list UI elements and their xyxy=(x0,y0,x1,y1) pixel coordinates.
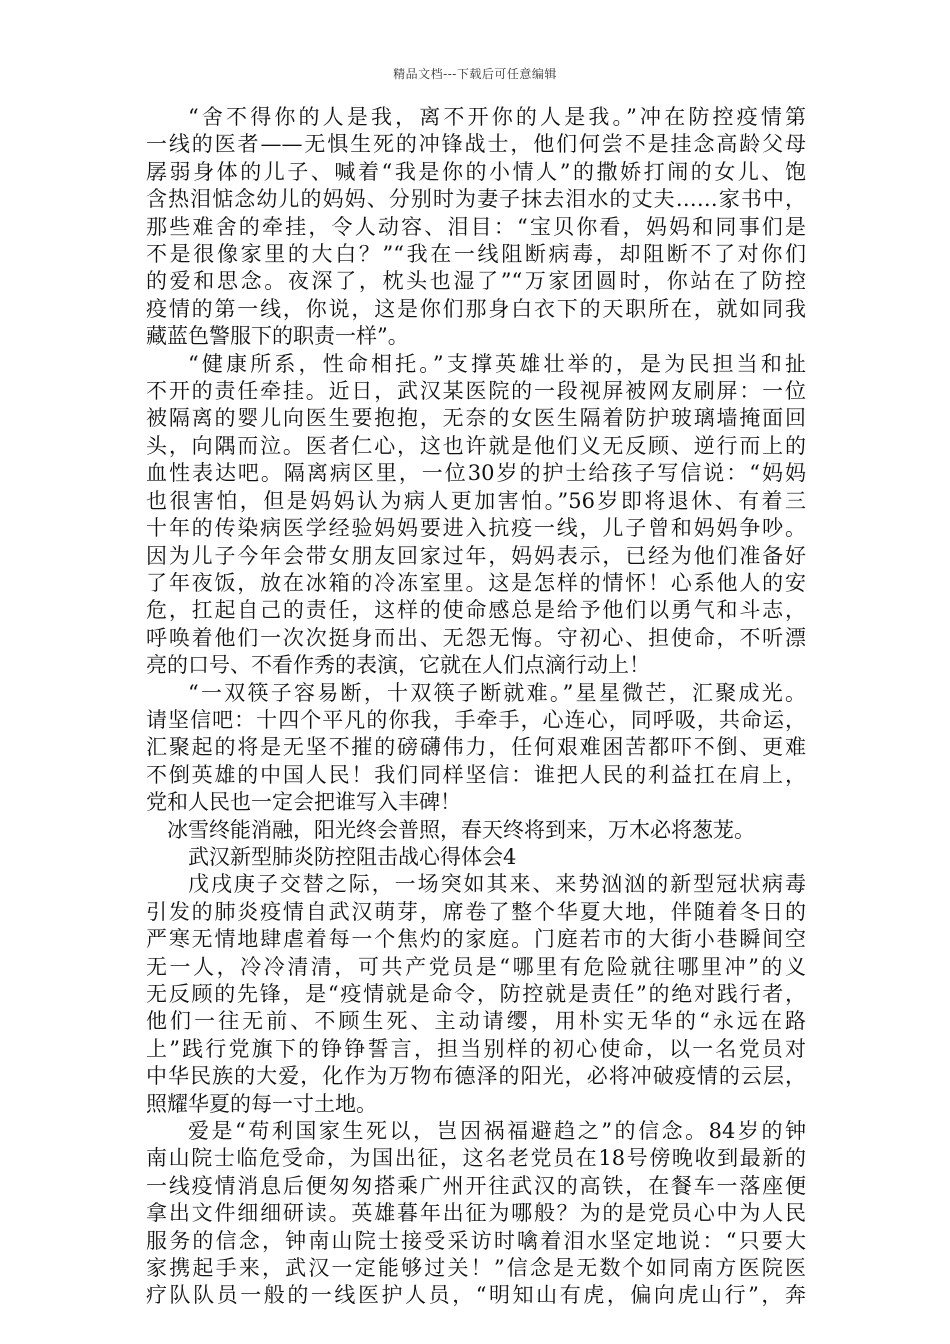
text-line: 被隔离的婴儿向医生要抱抱，无奈的女医生隔着防护玻璃墙掩面回 xyxy=(146,406,806,431)
text-line: 疗队队员一般的一线医护人员，“明知山有虎，偏向虎山行”，奔 xyxy=(146,1283,806,1308)
text-line: 的爱和思念。夜深了，枕头也湿了”“万家团圆时，你站在了防控 xyxy=(146,269,806,294)
text-line: 呼唤着他们一次次挺身而出、无怨无悔。守初心、担使命，不听漂 xyxy=(146,625,806,650)
text-line: 戊戌庚子交替之际，一场突如其来、来势汹汹的新型冠状病毒 xyxy=(188,872,806,897)
text-line: 不倒英雄的中国人民！我们同样坚信：谁把人民的利益扛在肩上， xyxy=(146,762,806,787)
text-line: “舍不得你的人是我，离不开你的人是我。”冲在防控疫情第 xyxy=(188,105,806,129)
text-line: 照耀华夏的每一寸土地。 xyxy=(146,1091,377,1116)
text-line: 那些难舍的牵挂，令人动容、泪目：“宝贝你看，妈妈和同事们是 xyxy=(146,214,806,239)
text-line: 无反顾的先锋，是“疫情就是命令，防控就是责任”的绝对践行者， xyxy=(146,982,806,1006)
text-line: 拿出文件细细研读。英雄暮年出征为哪般？为的是党员心中为人民 xyxy=(146,1201,806,1226)
text-line: 血性表达吧。隔离病区里，一位30岁的护士给孩子写信说：“妈妈 xyxy=(146,461,806,486)
text-line: 不开的责任牵挂。近日，武汉某医院的一段视屏被网友刷屏：一位 xyxy=(146,379,806,404)
text-line: 孱弱身体的儿子、喊着“我是你的小情人”的撒娇打闹的女儿、饱 xyxy=(146,159,806,184)
text-line: 冰雪终能消融，阳光终会普照，春天终将到来，万木必将葱茏。 xyxy=(167,817,755,842)
text-line: 不是很像家里的大白？”“我在一线阻断病毒，却阻断不了对你们 xyxy=(146,242,806,267)
text-line: 因为儿子今年会带女朋友回家过年，妈妈表示，已经为他们准备好 xyxy=(146,543,806,568)
text-line: 十年的传染病医学经验妈妈要进入抗疫一线，儿子曾和妈妈争吵。 xyxy=(146,516,806,541)
text-line: “一双筷子容易断，十双筷子断就难。”星星微芒，汇聚成光。 xyxy=(188,680,806,705)
text-line: 亮的口号、不看作秀的表演，它就在人们点滴行动上！ xyxy=(146,653,650,678)
text-line: 汇聚起的将是无坚不摧的磅礴伟力，任何艰难困苦都吓不倒、更难 xyxy=(146,735,806,760)
text-line: 无一人，冷冷清清，可共产党员是“哪里有危险就往哪里冲”的义 xyxy=(146,954,806,979)
text-line: 含热泪惦念幼儿的妈妈、分别时为妻子抹去泪水的丈夫……家书中， xyxy=(146,187,806,212)
text-line: 服务的信念，钟南山院士接受采访时噙着泪水坚定地说：“只要大 xyxy=(146,1228,806,1253)
text-line: 南山院士临危受命，为国出征，这名老党员在18号傍晚收到最新的 xyxy=(146,1146,806,1171)
text-line: 也很害怕，但是妈妈认为病人更加害怕。”56岁即将退休、有着三 xyxy=(146,488,806,513)
text-line: 了年夜饭，放在冰箱的冷冻室里。这是怎样的情怀！心系他人的安 xyxy=(146,570,806,595)
text-line: 危，扛起自己的责任，这样的使命感总是给予他们以勇气和斗志， xyxy=(146,598,806,623)
text-line: 一线的医者——无惧生死的冲锋战士，他们何尝不是挂念高龄父母 xyxy=(146,132,806,157)
section-heading: 武汉新型肺炎防控阻击战心得体会4 xyxy=(188,844,517,869)
text-line: 严寒无情地肆虐着每一个焦灼的家庭。门庭若市的大街小巷瞬间空 xyxy=(146,927,806,952)
text-line: 引发的肺炎疫情自武汉萌芽，席卷了整个华夏大地，伴随着冬日的 xyxy=(146,899,806,924)
text-line: “健康所系，性命相托。”支撑英雄壮举的，是为民担当和扯 xyxy=(188,351,806,376)
text-line: 他们一往无前、不顾生死、主动请缨，用朴实无华的“永远在路 xyxy=(146,1009,806,1034)
text-line: 一线疫情消息后便匆匆搭乘广州开往武汉的高铁，在餐车一落座便 xyxy=(146,1173,806,1198)
text-line: 爱是“苟利国家生死以，岂因祸福避趋之”的信念。84岁的钟 xyxy=(188,1119,806,1144)
page-header: 精品文档---下载后可任意编辑 xyxy=(393,67,557,81)
text-line: 党和人民也一定会把谁写入丰碑！ xyxy=(146,790,461,815)
text-line: 请坚信吧：十四个平凡的你我，手牵手，心连心，同呼吸，共命运， xyxy=(146,707,806,732)
text-line: 中华民族的大爱，化作为万物布德泽的阳光，必将冲破疫情的云层， xyxy=(146,1064,806,1089)
text-line: 头，向隅而泣。医者仁心，这也许就是他们义无反顾、逆行而上的 xyxy=(146,433,806,458)
document-body xyxy=(146,104,806,1310)
text-line: 上”践行党旗下的铮铮誓言，担当别样的初心使命，以一名党员对 xyxy=(146,1036,806,1061)
text-line: 藏蓝色警服下的职责一样”。 xyxy=(146,324,409,349)
text-line: 疫情的第一线，你说，这是你们那身白衣下的天职所在，就如同我 xyxy=(146,296,806,321)
text-line: 家携起手来，武汉一定能够过关！”信念是无数个如同南方医院医 xyxy=(146,1256,806,1281)
